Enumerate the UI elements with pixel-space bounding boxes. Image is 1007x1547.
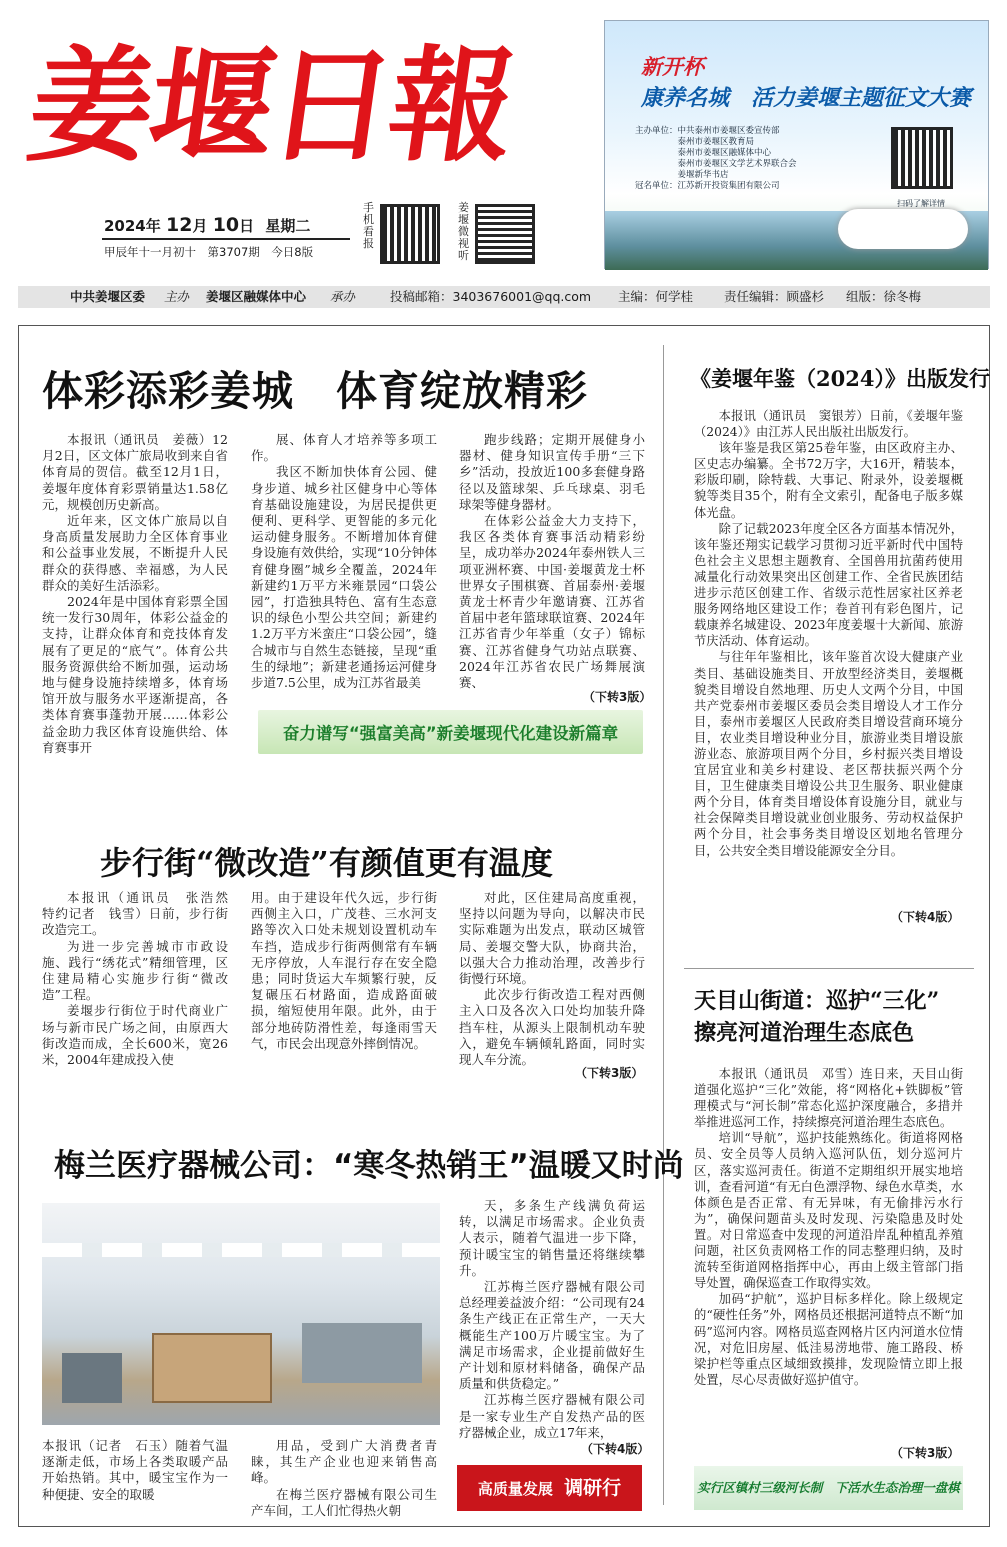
qr-code-icon[interactable] [475,204,535,264]
article2-col3: 对此，区住建局高度重视，坚持以问题为导向，以解决市民实际难题为出发点，联动区城管局、姜堰交警大队，协商共治，以强大合力推动治理，改善步行街慢行环境。 此次步行街改造工程对西侧主入口及各次入口处均加装升降挡车柱，从源头上限制机动车驶入，避免车辆倾轧路面，同时实现人车分流。 [459,890,645,1068]
article5-headline-line2[interactable]: 擦亮河道治理生态底色 [694,1020,915,1046]
layout-editor: 组版：徐冬梅 [846,289,922,304]
article2-col1: 本报讯（通讯员 张浩然 特约记者 钱雪）日前，步行街改造完工。 为进一步完善城市市政设施、践行“绣花式”精细管理，区住建局精心实施步行街“微改造”工程。 姜堰步行街位于时代商业广场与新市民广场之间，由原西大街改造而成，全长600米，宽26米，2004年建成投入使 [42,890,241,1068]
info-bar [18,286,990,308]
research-banner [457,1465,642,1511]
issue-year: 2024 [104,217,146,235]
article3-col2: 用品，受到广大消费者青睐，其生产企业也迎来销售高峰。 在梅兰医疗器械有限公司生产车间，工人们忙得热火朝 [251,1438,437,1518]
article2-col2: 用。由于建设年代久远，步行街西侧主入口，广茂巷、三水河支路等次入口处未规划设置机动车车挡，造成步行街两侧常有车辆无序停放，人车混行存在安全隐患；同时货运大车频繁行驶，反复碾压石材路面，造成路面破损，缩短使用年限。此外，由于部分地砖防滑性差，每逢雨雪天气，市民会出现意外摔倒情况。 [251,890,437,1051]
article1-headline[interactable]: 体彩添彩姜城 体育绽放精彩 [42,367,588,415]
ad-organizers [635,126,797,192]
article4-turn[interactable]: （下转4版） [891,910,960,924]
submission-email: 投稿邮箱：3403676001@qq.com [390,289,592,304]
organizer: 姜堰区融媒体中心 [206,289,307,304]
issue-month: 12 [166,214,193,236]
organizer-role: 承办 [330,289,356,304]
masthead-title: 姜堰日報 [19,34,521,179]
sponsor-role: 主办 [164,289,190,304]
research-banner-right: 调研行 [564,1477,622,1499]
chief-editor: 主编：何学桂 [618,289,694,304]
research-banner-left: 高质量发展 [477,1480,553,1498]
issue-weekday: 星期二 [265,217,311,235]
article3-headline[interactable]: 梅兰医疗器械公司：“寒冬热销王”温暖又时尚 [54,1148,684,1184]
article4-text: 本报讯（通讯员 窦银芳）日前，《姜堰年鉴（2024）》由江苏人民出版社出版发行。 该年鉴是我区第25卷年鉴，由区政府主办、区史志办编纂。全书72万字，大16开，精装本，彩版印刷，除特载、大事记、附录外，设姜堰概貌等类目35个，附有全文索引，配备电子版多媒体光盘。 除了记载2023年度全区各方面基本情况外，该年鉴还翔实记载学习贯彻习近平新时代中国特色社会主义思想主题教育、全国兽用抗菌药使用减量化行动效果突出区创建工作、全省民族团结进步示范区创建工作、省级示范性居家社区养老服务网络地区建设工作；卷首刊有彩色图片，记载康养名城建设、2023年度姜堰十大新闻、旅游节庆活动、体育运动。 与往年年鉴相比，该年鉴首次设大健康产业类目、基础设施类目、开放型经济类目，姜堰概貌类目增设自然地理、历史人文两个分目，中国共产党泰州市姜堰区委员会类目增设人才工作分目，泰州市姜堰区人民政府类目增设营商环境分目，农业类目增设种业分目，旅游业类目增设旅游业态、旅游项目两个分目，乡村振兴类目增设宜居宜业和美乡村建设、老区帮扶振兴两个分目，卫生健康类目增设公共卫生服务、职业健康两个分目，体育类目增设体育设施分目，就业与社会保障类目增设就业创业服务、劳动权益保护两个分目，社会事务类目增设区划地名管理分目，公共安全类目增设能源安全分目。 [694,409,963,858]
ceiling-lights [42,1243,440,1257]
issue-date [104,214,310,236]
article1-turn[interactable]: （下转3版） [583,690,652,704]
qr-code-icon[interactable] [380,204,440,264]
ad-title-small: 新开杯 [641,55,704,79]
article2-headline[interactable]: 步行街“微改造”有颜值更有温度 [100,844,553,882]
article5-text: 本报讯（通讯员 邓雪）连日来，天目山街道强化巡护“三化”效能，将“网格化+铁脚板”管理模式与“河长制”常态化巡护深度融合，多措并举推进巡河工作，持续擦亮河道治理生态底色。 培训“导航”，巡护技能熟练化。街道将网格员、安全员等人员纳入巡河队伍，划分巡河片区，落实巡河责任。街道不定期组织开展实地培训，查看河道“有无白色漂浮物、绿色水草类，水体颜色是否正常、有无异味，有无偷排污水行为”，确保问题苗头及时发现、污染隐患及时处置。对日常巡查中发现的河道沿岸乱种植乱养殖问题，社区负责网格工作的同志整理归纳，及时流转至街道网格指挥中心，再由上级主管部门指导处置，确保巡查工作取得实效。 加码“护航”，巡护目标多样化。除上级规定的“硬性任务”外，网格员还根据河道特点不断“加码”巡河内容。网格员巡查网格片区内河道水位情况，对危旧房屋、低洼易涝地带、施工路段、桥梁护栏等重点区域细致摸排，发现险情立即上报处置，尽心尽责做好巡护值守。 [694,1067,963,1387]
article3-col3: 天，多条生产线满负荷运转，以满足市场需求。企业负责人表示，随着气温进一步下降，预计暖宝宝的销售量还将继续攀升。 江苏梅兰医疗器械有限公司总经理姜益波介绍：“公司现有24条生产线正在正常生产，一天大概能生产100万片暖宝宝。为了满足市场需求，企业提前做好生产计划和原材料储备，确保产品质量和供货稳定。” 江苏梅兰医疗器械有限公司是一家专业生产自发热产品的医疗器械企业，成立17年来， [459,1198,645,1440]
sponsor: 中共姜堰区委 [70,289,146,304]
ad-organizer-line: 姜堰新华书店 [635,170,729,180]
issue-year-unit: 年 [145,217,161,235]
essay-contest-ad[interactable] [604,20,989,269]
article3-turn[interactable]: （下转4版） [581,1442,650,1456]
qr-label-left: 手机看报 [363,201,374,250]
ad-title-main: 康养名城 活力姜堰主题征文大赛 [641,86,972,111]
article5-headline-line1[interactable]: 天目山街道：巡护“三化” [694,988,940,1014]
issue-lunar-line: 甲辰年十一月初十 第3707期 今日8版 [104,245,314,259]
article4-headline[interactable]: 《姜堰年鉴（2024）》出版发行 [690,366,990,391]
ad-organizer-line: 冠名单位：江苏新开投资集团有限公司 [635,181,780,191]
issue-day: 10 [212,214,240,236]
production-line [302,1323,422,1383]
factory-workshop-photo [42,1203,440,1425]
ad-organizer-line: 泰州市姜堰区融媒体中心 [635,148,772,158]
section-rule [684,968,974,969]
duty-editor: 责任编辑：顾盛杉 [724,289,825,304]
issue-day-unit: 日 [239,217,255,235]
ad-scan-text: 扫码了解详情 [897,199,945,208]
slogan-banner [258,710,643,754]
ad-organizer-line: 主办单位：中共泰州市姜堰区委宣传部 [635,126,780,136]
qr-code-icon[interactable] [891,127,953,189]
date-divider [102,238,350,240]
article1-col3: 跑步线路；定期开展健身小器材、健身知识宣传手册“三下乡”活动，投放近100多套健身路径以及篮球架、乒乓球桌、羽毛球架等健身器材。 在体彩公益金大力支持下，我区各类体育赛事活动精彩纷呈，成功举办2024年泰州铁人三项亚洲杯赛、中国·姜堰黄龙士杯世界女子围棋赛、首届泰州·姜堰黄龙士杯青少年邀请赛、江苏省首届中老年篮球联谊赛、2024年江苏省青少年举重（女子）锦标赛、江苏省健身气功站点联赛、2024年江苏省农民广场舞展演赛、 [459,432,645,691]
cardboard-boxes [152,1333,272,1403]
article2-turn[interactable]: （下转3版） [575,1066,644,1080]
qr-label-right: 姜堰微视听 [458,201,469,262]
scroll-graphic [838,209,968,249]
article1-col1: 本报讯（通讯员 姜薇）12月2日，区文体广旅局收到来自省体育局的贺信。截至12月1日，姜堰年度体育彩票销量达1.58亿元，规模创历史新高。 近年来，区文体广旅局以自身高质量发展助力全区体育事业和公益事业发展，不断提升人民群众的获得感、幸福感，为人民群众的美好生活添彩。 2024年是中国体育彩票全国统一发行30周年，体彩公益金的支持，让群众体育和竞技体育发展有了更足的“底气”。体育公共服务资源供给不断加强，运动场地与健身设施持续增多，体育场馆开放与服务水平逐渐提高，各类体育赛事蓬勃开展……体彩公益金助力我区体育设施供给、体育赛事开 [42,432,228,755]
column-divider [663,345,664,1505]
article1-col2: 展、体育人才培养等多项工作。 我区不断加快体育公园、健身步道、城乡社区健身中心等体育基础设施建设，为居民提供更便利、更科学、更智能的多元化运动健身服务。不断增加体育健身设施有效供给，实现“10分钟体育健身圈”城乡全覆盖，2024年新建约1万平方米雍景园“口袋公园”，打造独具特色、富有生态意识的绿色小型公共空间；新建约1.2万平方米蛮庄“口袋公园”，缝合城市与自然生态链接，呈现“重生的绿地”；新建老通扬运河健身步道7.5公里，成为江苏省最美 [251,432,437,691]
issue-month-unit: 月 [192,217,208,235]
slogan-text: 奋力谱写“强富美高”新姜堰现代化建设新篇章 [282,724,619,743]
article5-turn[interactable]: （下转3版） [891,1446,960,1460]
article3-col1: 本报讯（记者 石玉）随着气温逐渐走低，市场上各类取暖产品开始热销。其中，暖宝宝作为一种便捷、安全的取暖 [42,1438,228,1502]
machine [62,1353,122,1403]
ad-organizer-line: 泰州市姜堰区文学艺术界联合会 [635,159,797,169]
ad-organizer-line: 泰州市姜堰区教育局 [635,137,755,147]
river-chief-banner: 实行区镇村三级河长制 下活水生态治理一盘棋 [694,1466,963,1510]
